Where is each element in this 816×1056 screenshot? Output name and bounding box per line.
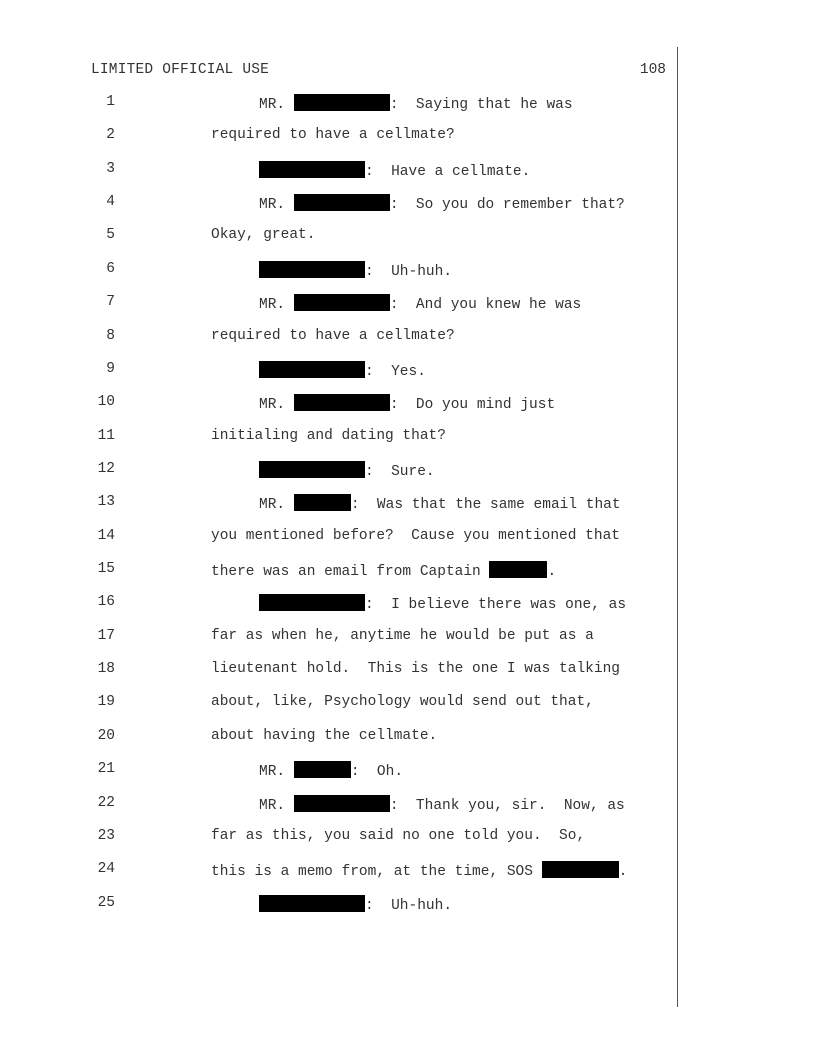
line-text <box>211 694 594 710</box>
line-text <box>259 394 555 413</box>
line-text-segment: initialing and dating that? <box>211 427 446 444</box>
redaction-block <box>259 895 365 912</box>
transcript-line <box>0 861 816 881</box>
line-text <box>259 161 530 180</box>
line-number: 10 <box>97 394 115 411</box>
line-text <box>211 628 594 644</box>
line-text <box>211 428 446 444</box>
line-text-segment: . <box>547 564 557 581</box>
line-text <box>211 661 620 677</box>
transcript-line <box>0 127 816 147</box>
line-text-segment: : Thank you, sir. Now, as <box>389 797 625 814</box>
line-text-segment: : And you knew he was <box>389 297 582 314</box>
redaction-block <box>259 161 365 178</box>
line-number: 12 <box>97 460 115 477</box>
line-number: 6 <box>106 260 115 277</box>
line-number: 3 <box>106 160 115 177</box>
line-text-segment: MR. <box>259 197 294 214</box>
line-text-segment: : I believe there was one, as <box>365 597 627 614</box>
line-text <box>259 895 452 914</box>
line-text <box>211 828 585 844</box>
transcript-line <box>0 728 816 748</box>
line-text <box>211 328 455 344</box>
line-text-segment: required to have a cellmate? <box>211 127 455 144</box>
line-text <box>259 594 626 613</box>
line-text <box>259 194 625 213</box>
redaction-block <box>542 861 619 878</box>
line-text-segment: . <box>618 864 628 881</box>
transcript-line <box>0 828 816 848</box>
line-text-segment: you mentioned before? Cause you mentioned that <box>211 527 620 544</box>
line-text-segment: there was an email from Captain <box>211 564 490 581</box>
line-number: 25 <box>97 894 115 911</box>
line-text <box>259 761 403 780</box>
line-text-segment: this is a memo from, at the time, SOS <box>211 864 542 881</box>
line-number: 13 <box>97 494 115 511</box>
transcript-line <box>0 494 816 514</box>
line-number: 18 <box>97 661 115 678</box>
line-text-segment: : So you do remember that? <box>389 197 625 214</box>
line-text-segment: MR. <box>259 797 294 814</box>
line-text-segment: about having the cellmate. <box>211 727 438 744</box>
line-number: 23 <box>97 827 115 844</box>
line-number: 16 <box>97 594 115 611</box>
classification-header: LIMITED OFFICIAL USE <box>91 62 270 78</box>
transcript-line <box>0 761 816 781</box>
line-number: 7 <box>106 294 115 311</box>
redaction-block <box>259 261 365 278</box>
line-number: 20 <box>97 727 115 744</box>
transcript-line <box>0 294 816 314</box>
line-number: 11 <box>97 427 115 444</box>
line-text <box>259 261 452 280</box>
line-text-segment: MR. <box>259 297 294 314</box>
line-text <box>259 795 625 814</box>
transcript-line <box>0 161 816 181</box>
line-text-segment: far as this, you said no one told you. So, <box>211 827 586 844</box>
line-text <box>259 294 581 313</box>
redaction-block <box>489 561 547 578</box>
transcript-line <box>0 661 816 681</box>
line-text-segment: : Do you mind just <box>389 397 556 414</box>
transcript-line <box>0 328 816 348</box>
redaction-block <box>259 461 365 478</box>
line-text-segment: : Uh-huh. <box>365 263 453 280</box>
line-number: 21 <box>97 761 115 778</box>
line-text-segment: about, like, Psychology would send out that, <box>211 694 594 711</box>
line-text <box>211 528 620 544</box>
transcript-line <box>0 361 816 381</box>
transcript-line <box>0 394 816 414</box>
line-text-segment: : Sure. <box>365 463 435 480</box>
line-text-segment: : Uh-huh. <box>365 897 453 914</box>
line-text-segment: MR. <box>259 397 294 414</box>
line-number: 15 <box>97 561 115 578</box>
transcript-line <box>0 628 816 648</box>
transcript-line <box>0 594 816 614</box>
line-text-segment: Okay, great. <box>211 227 316 244</box>
redaction-block <box>294 294 390 311</box>
transcript-line <box>0 561 816 581</box>
line-text <box>259 361 426 380</box>
line-text-segment: : Oh. <box>350 764 404 781</box>
line-number: 22 <box>97 794 115 811</box>
line-number: 9 <box>106 360 115 377</box>
redaction-block <box>259 594 365 611</box>
line-text-segment: MR. <box>259 97 294 113</box>
transcript-line <box>0 261 816 281</box>
transcript-line <box>0 94 816 114</box>
line-text-segment: lieutenant hold. This is the one I was talking <box>211 661 620 678</box>
line-text <box>211 127 455 143</box>
line-number: 2 <box>106 127 115 144</box>
line-text <box>259 494 621 513</box>
line-number: 17 <box>97 627 115 644</box>
line-text <box>259 94 573 113</box>
line-number: 1 <box>106 94 115 110</box>
line-text <box>211 861 627 880</box>
redaction-block <box>294 761 351 778</box>
redaction-block <box>294 194 390 211</box>
line-text <box>259 461 435 480</box>
redaction-block <box>294 494 351 511</box>
line-text <box>211 728 437 744</box>
line-text <box>211 227 315 243</box>
redaction-block <box>294 394 390 411</box>
line-text-segment: MR. <box>259 497 294 514</box>
redaction-block <box>259 361 365 378</box>
transcript-line <box>0 528 816 548</box>
transcript-line <box>0 895 816 915</box>
line-number: 4 <box>106 194 115 211</box>
transcript-line <box>0 194 816 214</box>
line-text-segment: : Was that the same email that <box>350 497 621 514</box>
transcript-line <box>0 428 816 448</box>
line-number: 14 <box>97 527 115 544</box>
line-number: 5 <box>106 227 115 244</box>
line-number: 24 <box>97 861 115 878</box>
line-number: 8 <box>106 327 115 344</box>
transcript-line <box>0 694 816 714</box>
line-text-segment: : Saying that he was <box>389 97 573 113</box>
line-text <box>211 561 556 580</box>
page-number: 108 <box>639 62 666 78</box>
redaction-block <box>294 94 390 111</box>
line-text-segment: : Yes. <box>365 363 426 380</box>
line-text-segment: required to have a cellmate? <box>211 327 455 344</box>
transcript-line <box>0 227 816 247</box>
line-text-segment: far as when he, anytime he would be put as a <box>211 627 594 644</box>
line-text-segment: MR. <box>259 764 294 781</box>
line-number: 19 <box>97 694 115 711</box>
redaction-block <box>294 795 390 812</box>
line-text-segment: : Have a cellmate. <box>365 163 531 180</box>
transcript-line <box>0 461 816 481</box>
transcript-line <box>0 795 816 815</box>
